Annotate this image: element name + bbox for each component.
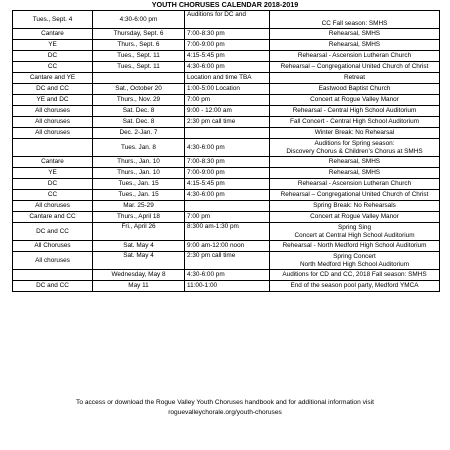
- event-cell: [270, 62, 440, 73]
- time-cell: 9:00 am-12:00 noon: [185, 241, 270, 252]
- chorus-group-cell: All choruses: [13, 106, 93, 117]
- event-line: Auditions for CD and CC, 2018 Fall season: SMHS: [282, 271, 427, 278]
- chorus-group-cell: YE: [13, 40, 93, 51]
- calendar-row: [13, 73, 440, 84]
- calendar-row: [13, 212, 440, 223]
- calendar-title: YOUTH CHORUSES CALENDAR 2018-2019: [151, 0, 299, 9]
- chorus-group-cell: All choruses: [13, 201, 93, 212]
- date-cell: [93, 73, 185, 84]
- event-cell: [270, 223, 440, 241]
- calendar-row: [13, 157, 440, 168]
- time-cell: 2:30 pm call time: [185, 117, 270, 128]
- chorus-group-cell: DC: [13, 179, 93, 190]
- date-cell: Thurs., Jan. 10: [93, 157, 185, 168]
- event-cell: [270, 95, 440, 106]
- calendar-table: [12, 10, 440, 292]
- date-cell: Thurs., Sept. 6: [93, 40, 185, 51]
- event-cell: [270, 270, 440, 281]
- time-cell: 7:00-8:30 pm: [185, 29, 270, 40]
- event-cell: [270, 117, 440, 128]
- calendar-row: [13, 139, 440, 157]
- calendar-row: [13, 252, 440, 270]
- time-cell: 7:00 pm: [185, 95, 270, 106]
- footer-text: To access or download the Rogue Valley Youth Choruses handbook and for additional information visit: [76, 399, 374, 406]
- event-line: End of the season pool party, Medford YMCA: [290, 282, 419, 289]
- calendar-row: [13, 281, 440, 292]
- chorus-group-cell: CC: [13, 62, 93, 73]
- footer-link[interactable]: roguevalleychorale.org/youth-choruses: [168, 409, 282, 416]
- date-cell: Thurs., Jan. 10: [93, 168, 185, 179]
- time-cell: 4:30-6:00 pm: [185, 62, 270, 73]
- event-cell: [270, 51, 440, 62]
- date-cell: Tues. Jan. 8: [93, 139, 185, 157]
- event-line: Rehearsal – Congregational United Church of Christ: [280, 63, 429, 70]
- date-cell: Sat. Dec. 8: [93, 106, 185, 117]
- event-cell: [270, 29, 440, 40]
- event-line: CC Fall season: SMHS: [321, 20, 388, 27]
- event-line: Rehearsal, SMHS: [328, 169, 381, 176]
- event-line: Rehearsal - Ascension Lutheran Church: [297, 52, 412, 59]
- calendar-row: [13, 84, 440, 95]
- date-cell: 4:30-6:00 pm: [93, 11, 185, 29]
- chorus-group-cell: YE and DC: [13, 95, 93, 106]
- event-line: Rehearsal – Congregational United Church of Christ: [280, 191, 429, 198]
- event-cell: [270, 128, 440, 139]
- event-cell: [270, 252, 440, 270]
- event-line: Retreat: [344, 74, 365, 81]
- time-cell: 4:15-5:45 pm: [185, 179, 270, 190]
- date-cell: Fri., April 26: [93, 223, 185, 241]
- date-cell: Tues., Jan. 15: [93, 179, 185, 190]
- event-cell: [270, 190, 440, 201]
- event-cell: [270, 73, 440, 84]
- event-line: Rehearsal - Ascension Lutheran Church: [297, 180, 412, 187]
- calendar-body: [13, 11, 440, 292]
- event-cell: [270, 212, 440, 223]
- calendar-row: [13, 95, 440, 106]
- calendar-row: [13, 179, 440, 190]
- time-cell: 4:30-6:00 pm: [185, 139, 270, 157]
- chorus-group-cell: DC and CC: [13, 84, 93, 95]
- chorus-group-cell: All choruses: [13, 252, 93, 270]
- date-cell: May 11: [93, 281, 185, 292]
- time-cell: 4:30-6:00 pm: [185, 270, 270, 281]
- date-cell: Wednesday, May 8: [93, 270, 185, 281]
- time-cell: 8:300 am-1:30 pm: [185, 223, 270, 241]
- calendar-row: [13, 29, 440, 40]
- event-line: Rehearsal - Central High School Auditorium: [292, 107, 417, 114]
- event-line: Winter Break: No Rehearsal: [314, 129, 395, 136]
- calendar-row: [13, 106, 440, 117]
- event-cell: [270, 201, 440, 212]
- event-line: Discovery Chorus & Children’s Chorus at SMHS: [286, 147, 423, 155]
- date-cell: Mar. 25-29: [93, 201, 185, 212]
- event-line: Auditions for Spring season:: [314, 139, 395, 147]
- chorus-group-cell: [13, 270, 93, 281]
- event-line: Rehearsal, SMHS: [328, 41, 381, 48]
- event-cell: [270, 106, 440, 117]
- time-cell: 7:00 pm: [185, 212, 270, 223]
- date-cell: Sat. May 4: [93, 252, 185, 270]
- calendar-row: [13, 62, 440, 73]
- time-cell: Auditions for DC and: [185, 11, 270, 29]
- event-line: Eastwood Baptist Church: [318, 85, 391, 92]
- time-cell: [185, 201, 270, 212]
- calendar-row: [13, 128, 440, 139]
- chorus-group-cell: Cantare and CC: [13, 212, 93, 223]
- calendar-row: [13, 117, 440, 128]
- calendar-row: [13, 270, 440, 281]
- date-cell: Tues., Sept. 11: [93, 62, 185, 73]
- time-cell: 4:15-5:45 pm: [185, 51, 270, 62]
- event-cell: [270, 168, 440, 179]
- event-line: Spring Break: No Rehearsals: [313, 202, 396, 209]
- event-line: Concert at Rogue Valley Manor: [310, 96, 399, 103]
- date-cell: Tues., Jan. 15: [93, 190, 185, 201]
- event-line: Concert at Central High School Auditorium: [294, 231, 415, 239]
- date-cell: Sat. Dec. 8: [93, 117, 185, 128]
- chorus-group-cell: All Choruses: [13, 241, 93, 252]
- calendar-row: [13, 51, 440, 62]
- chorus-group-cell: Cantare: [13, 157, 93, 168]
- time-cell: 9:00 - 12:00 am: [185, 106, 270, 117]
- calendar-row: [13, 40, 440, 51]
- calendar-row: [13, 11, 440, 29]
- chorus-group-cell: [13, 139, 93, 157]
- calendar-row: [13, 201, 440, 212]
- event-line: Spring Sing: [337, 223, 372, 231]
- chorus-group-cell: All choruses: [13, 128, 93, 139]
- chorus-group-cell: Cantare: [13, 29, 93, 40]
- chorus-group-cell: DC and CC: [13, 223, 93, 241]
- time-cell: 11:00-1:00: [185, 281, 270, 292]
- chorus-group-cell: YE: [13, 168, 93, 179]
- chorus-group-cell: CC: [13, 190, 93, 201]
- chorus-group-cell: DC and CC: [13, 281, 93, 292]
- event-line: Spring Concert: [333, 252, 376, 260]
- event-cell: [270, 84, 440, 95]
- event-cell: [270, 281, 440, 292]
- chorus-group-cell: All choruses: [13, 117, 93, 128]
- chorus-group-cell: DC: [13, 51, 93, 62]
- calendar-row: [13, 168, 440, 179]
- date-cell: Sat. May 4: [93, 241, 185, 252]
- time-cell: 1:00-5:00 Location: [185, 84, 270, 95]
- event-line: Rehearsal, SMHS: [328, 30, 381, 37]
- date-cell: Thurs., Nov. 29: [93, 95, 185, 106]
- event-line: Concert at Rogue Valley Manor: [310, 213, 399, 220]
- date-cell: Tues., Sept. 11: [93, 51, 185, 62]
- calendar-row: [13, 223, 440, 241]
- date-cell: Thursday, Sept. 6: [93, 29, 185, 40]
- event-line: North Medford High School Auditorium: [299, 260, 410, 268]
- time-cell: Location and time TBA: [185, 73, 270, 84]
- event-cell: [270, 157, 440, 168]
- time-cell: 4:30-6:00 pm: [185, 190, 270, 201]
- event-cell: [270, 241, 440, 252]
- time-cell: 7:00-9:00 pm: [185, 168, 270, 179]
- date-cell: Thurs., April 18: [93, 212, 185, 223]
- event-cell: [270, 40, 440, 51]
- chorus-group-cell: Tues., Sept. 4: [13, 11, 93, 29]
- time-cell: 7:00-9:00 pm: [185, 40, 270, 51]
- time-cell: 7:00-8:30 pm: [185, 157, 270, 168]
- event-cell: [270, 179, 440, 190]
- time-cell: 2:30 pm call time: [185, 252, 270, 270]
- time-cell: [185, 128, 270, 139]
- event-line: Fall Concert - Central High School Auditorium: [290, 118, 419, 125]
- event-cell: [270, 11, 440, 29]
- date-cell: Sat., October 20: [93, 84, 185, 95]
- calendar-row: [13, 241, 440, 252]
- event-line: Rehearsal - North Medford High School Auditorium: [282, 242, 427, 249]
- calendar-row: [13, 190, 440, 201]
- chorus-group-cell: Cantare and YE: [13, 73, 93, 84]
- date-cell: Dec. 2-Jan. 7: [93, 128, 185, 139]
- event-cell: [270, 139, 440, 157]
- event-line: Rehearsal, SMHS: [328, 158, 381, 165]
